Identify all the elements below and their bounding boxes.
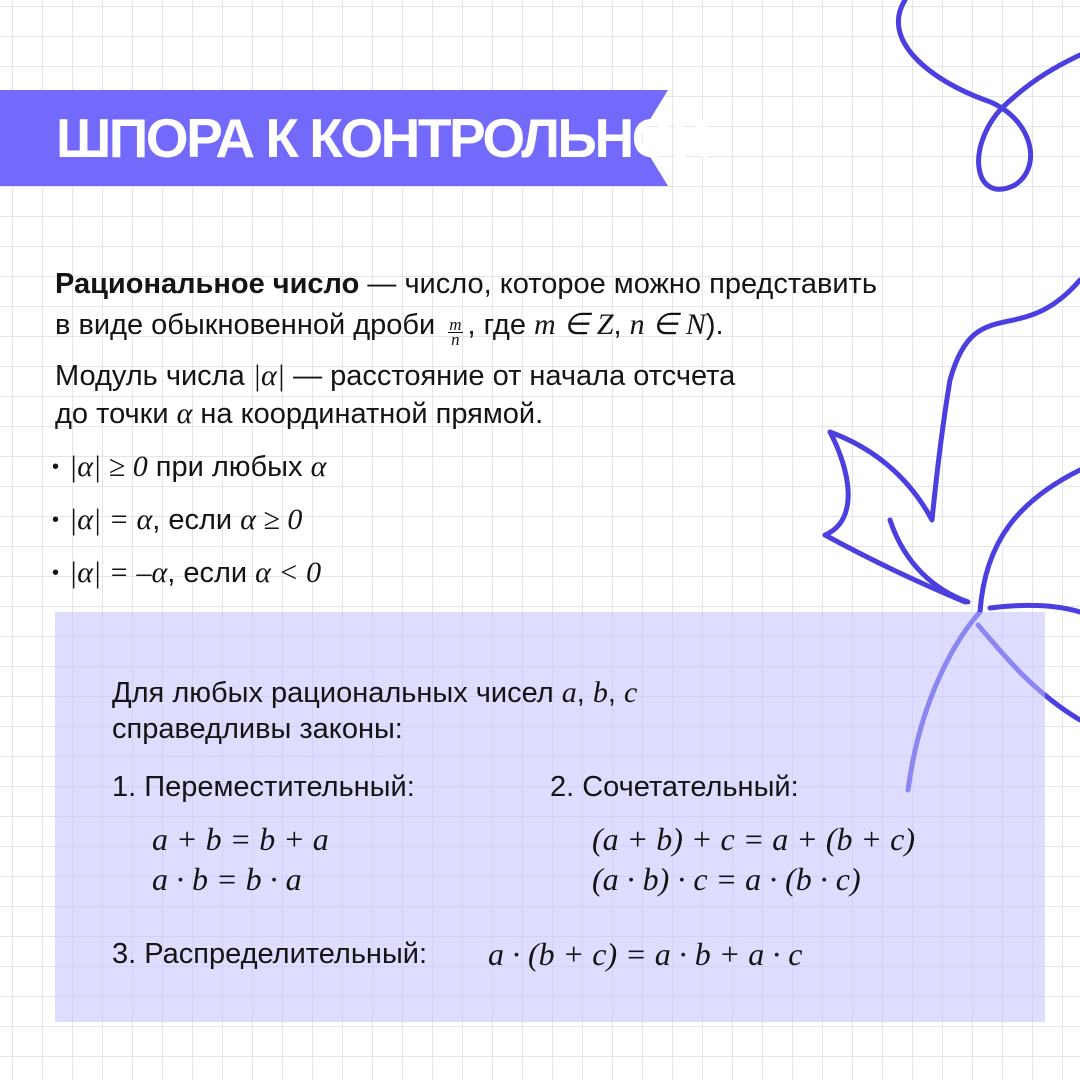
laws-intro-line2: справедливы законы: (112, 713, 403, 745)
property-item (52, 501, 302, 539)
var-b: b (592, 676, 608, 709)
scribble-loop (898, 0, 1080, 189)
property-text: , если (152, 504, 241, 536)
rational-definition-line1 (55, 266, 877, 303)
law-associative-sum: (a + b) + c = a + (b + c) (592, 821, 915, 857)
modulus-text2-rest: на координатной прямой. (192, 398, 544, 430)
modulus-text-rest: — расстояние от начала отсчета (285, 360, 736, 392)
law-commutative-sum: a + b = b + a (152, 821, 329, 857)
leaf-vein-left (890, 520, 968, 602)
law-associative-label: 2. Сочетательный: (550, 771, 799, 803)
var-sep: , (576, 677, 593, 709)
law-associative-product: (a · b) · c = a · (b · c) (592, 861, 861, 897)
var-a: a (561, 676, 577, 709)
property-rhs: α < 0 (255, 556, 322, 589)
laws-intro-line1 (112, 674, 637, 712)
law-commutative-label: 1. Переместительный: (112, 771, 415, 803)
law-distributive-label: 3. Распределительный: (112, 938, 428, 970)
rational-term: Рациональное число (55, 268, 360, 300)
modulus-definition-line1 (55, 357, 735, 395)
law-distributive-eq: a · (b + c) = a · b + a · c (488, 936, 803, 972)
where-text: , где (467, 309, 535, 341)
property-text: , если (167, 557, 256, 589)
property-lhs: |α| ≥ 0 (69, 450, 148, 483)
bullet-dot: • (52, 562, 60, 584)
modulus-definition-line2 (55, 395, 543, 433)
condition-n: n ∈ N (629, 308, 706, 341)
property-lhs: |α| = –α (69, 556, 168, 589)
property-rhs: α ≥ 0 (240, 503, 303, 536)
modulus-text2: до точки (55, 398, 177, 430)
bullet-dot: • (52, 456, 60, 478)
leaf-vein-up (980, 470, 1080, 612)
property-lhs: |α| = α (69, 503, 153, 536)
property-item (52, 554, 321, 592)
bullet-dot: • (52, 509, 60, 531)
condition-comma: , (613, 309, 630, 341)
var-sep: , (607, 677, 624, 709)
fraction-numerator: m (449, 315, 462, 334)
alpha-symbol: α (176, 397, 193, 430)
var-c: c (624, 676, 638, 709)
law-commutative-product: a · b = b · a (152, 861, 302, 897)
property-rhs: α (310, 450, 327, 483)
fraction-denominator: n (451, 330, 460, 349)
property-text: при любых (147, 451, 311, 483)
modulus-symbol: |α| (252, 359, 286, 392)
leaf-outline (825, 280, 1080, 602)
property-item (52, 448, 326, 486)
closing-paren: ). (705, 309, 724, 341)
rational-def-text2: в виде обыкновенной дроби (55, 309, 444, 341)
fraction-m-over-n (448, 315, 462, 349)
page-title: ШПОРА К КОНТРОЛЬНОЙ (56, 107, 709, 169)
modulus-text: Модуль числа (55, 360, 253, 392)
condition-m: m ∈ Z (534, 308, 614, 341)
laws-intro-text: Для любых рациональных чисел (112, 677, 562, 709)
rational-definition-line2 (55, 306, 724, 349)
rational-def-text: — число, которое можно представить (359, 268, 877, 300)
